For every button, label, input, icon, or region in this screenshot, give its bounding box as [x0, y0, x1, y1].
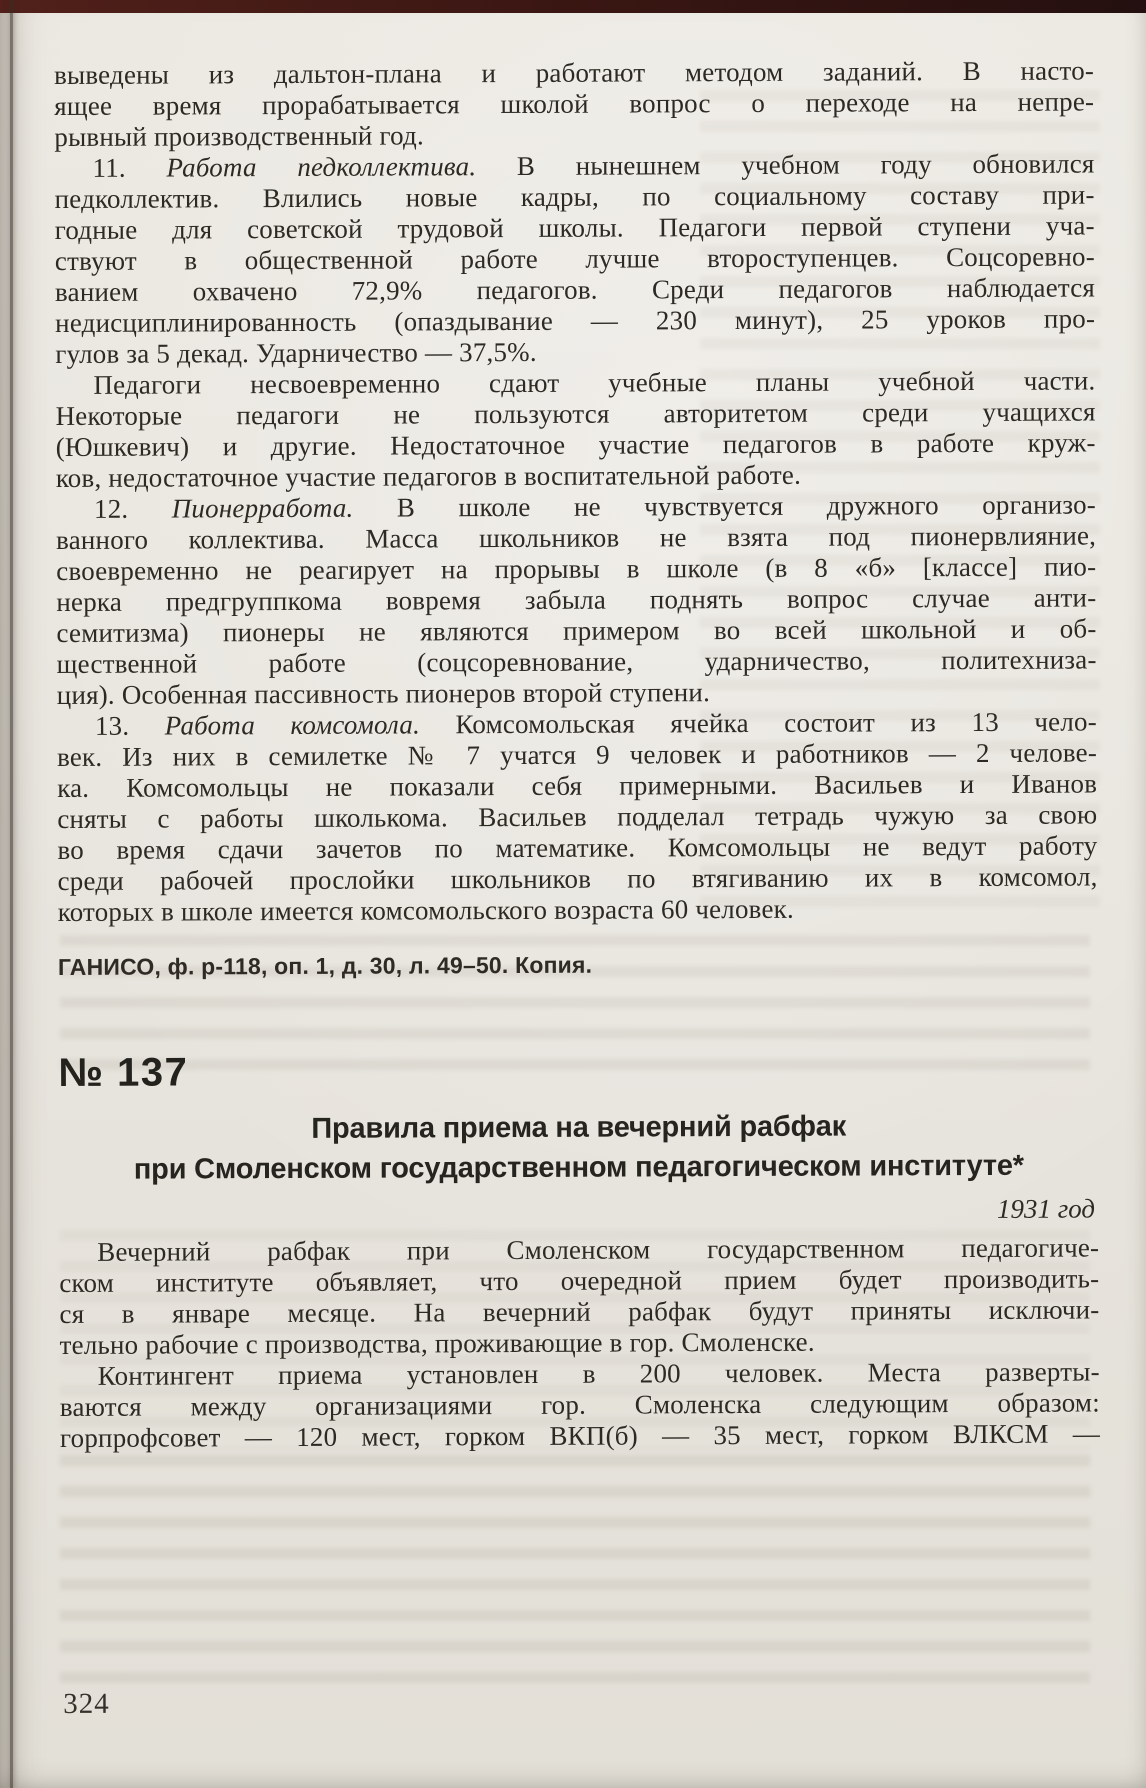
paragraph — [60, 1356, 1100, 1454]
paragraph — [55, 365, 1096, 494]
text-line: нерка предгруппкома вовремя забыла поднять вопрос случае анти- — [56, 582, 1097, 617]
text-line: ванием охвачено 72,9% педагогов. Среди педагогов наблюдается — [54, 272, 1096, 307]
text-line: ском институте объявляет, что очередной прием будет производить- — [59, 1263, 1100, 1298]
text-line: семитизма) пионеры не являются примером во всей школьной и об- — [56, 613, 1097, 648]
text-line: ция). Особенная пассивность пионеров второй ступени. — [56, 677, 711, 710]
text-line: 13. Работа комсомола. Комсомольская ячейка состоит из 13 чело- — [94, 706, 1097, 741]
text-line: щественной работе (соцсоревнование, ударничество, политехниза- — [56, 644, 1097, 679]
text-line: ствуют в общественной работе лучше второступенцев. Соцсоревно- — [54, 241, 1095, 276]
document-number: № 137 — [58, 1050, 189, 1095]
text-line: ящее время прорабатывается школой вопрос о переходе на непре- — [54, 86, 1095, 121]
text-line: которых в школе имеется комсомольского возраста 60 человек. — [57, 893, 794, 927]
text-line: во время сдачи зачетов по математике. Комсомольцы не ведут работу — [57, 830, 1098, 865]
text-line: своевременно не реагирует на прорывы в школе (в 8 «б» [классе] пио- — [56, 551, 1097, 586]
scan-top-edge — [0, 0, 1146, 13]
text-line: ванного коллектива. Масса школьников не взята под пионервлияние, — [56, 520, 1097, 555]
text-line: ся в январе месяце. На вечерний рабфак будут приняты исключи- — [59, 1294, 1100, 1329]
text-line: горпрофсовет — 120 мест, горком ВКП(б) — 35 мест, горком ВЛКСМ — — [59, 1418, 1101, 1453]
paragraph — [54, 148, 1095, 370]
text-line: недисциплинированность (опаздывание — 230 минут), 25 уроков про- — [55, 303, 1096, 338]
paragraph — [57, 706, 1098, 928]
text-line: ков, недостаточное участие педагогов в воспитательной работе. — [55, 459, 802, 493]
text-line: выведены из дальтон-плана и работают методом заданий. В насто- — [54, 55, 1095, 90]
text-line: (Юшкевич) и другие. Недостаточное участие педагогов в работе круж- — [55, 427, 1096, 462]
text-line: Некоторые педагоги не пользуются авторитетом среди учащихся — [55, 396, 1096, 431]
binding-shadow — [10, 0, 13, 1788]
document-body-text — [59, 1232, 1100, 1454]
page-number: 324 — [63, 1687, 110, 1720]
text-line: ка. Комсомольцы не показали себя примерными. Васильев и Иванов — [57, 768, 1098, 803]
text-line: Вечерний рабфак при Смоленском государственном педагогиче- — [97, 1232, 1100, 1267]
text-line: 11. Работа педколлектива. В нынешнем учебном году обновился — [92, 148, 1095, 183]
document-title — [59, 1105, 1099, 1190]
text-line: годные для советской трудовой школы. Педагоги первой ступени уча- — [54, 210, 1095, 245]
text-line: 12. Пионерработа. В школе не чувствуется дружного организо- — [93, 489, 1097, 524]
text-line: век. Из них в семилетке № 7 учатся 9 человек и работников — 2 челове- — [56, 737, 1098, 772]
paragraph — [56, 489, 1097, 711]
text-line: Контингент приема установлен в 200 человек. Места разверты- — [97, 1356, 1100, 1391]
text-line: рывный производственный год. — [54, 120, 424, 152]
text-line: тельно рабочие с производства, проживающие в гор. Смоленске. — [59, 1326, 815, 1360]
text-line: Педагоги несвоевременно сдают учебные планы учебной части. — [93, 365, 1096, 400]
text-line: педколлектив. Влились новые кадры, по социальному составу при- — [54, 179, 1095, 214]
archive-reference: ГАНИСО, ф. р-118, оп. 1, д. 30, л. 49–50. Копия. — [57, 951, 593, 980]
text-line: среди рабочей прослойки школьников по втягиванию их в комсомол, — [57, 861, 1098, 896]
paragraph — [54, 55, 1094, 153]
text-line: ваются между организациями гор. Смоленска следующим образом: — [59, 1387, 1100, 1422]
document-title-line: при Смоленском государственном педагогическом институте* — [133, 1149, 1024, 1186]
previous-document-text — [54, 55, 1098, 928]
document-title-line: Правила приема на вечерний рабфак — [311, 1110, 847, 1145]
page-content — [54, 55, 1101, 1760]
text-line: сняты с работы школькома. Васильев подделал тетрадь чужую за свою — [57, 799, 1098, 834]
text-line: гулов за 5 декад. Ударничество — 37,5%. — [55, 336, 537, 369]
paragraph — [59, 1232, 1100, 1361]
document-date: 1931 год — [996, 1193, 1096, 1224]
